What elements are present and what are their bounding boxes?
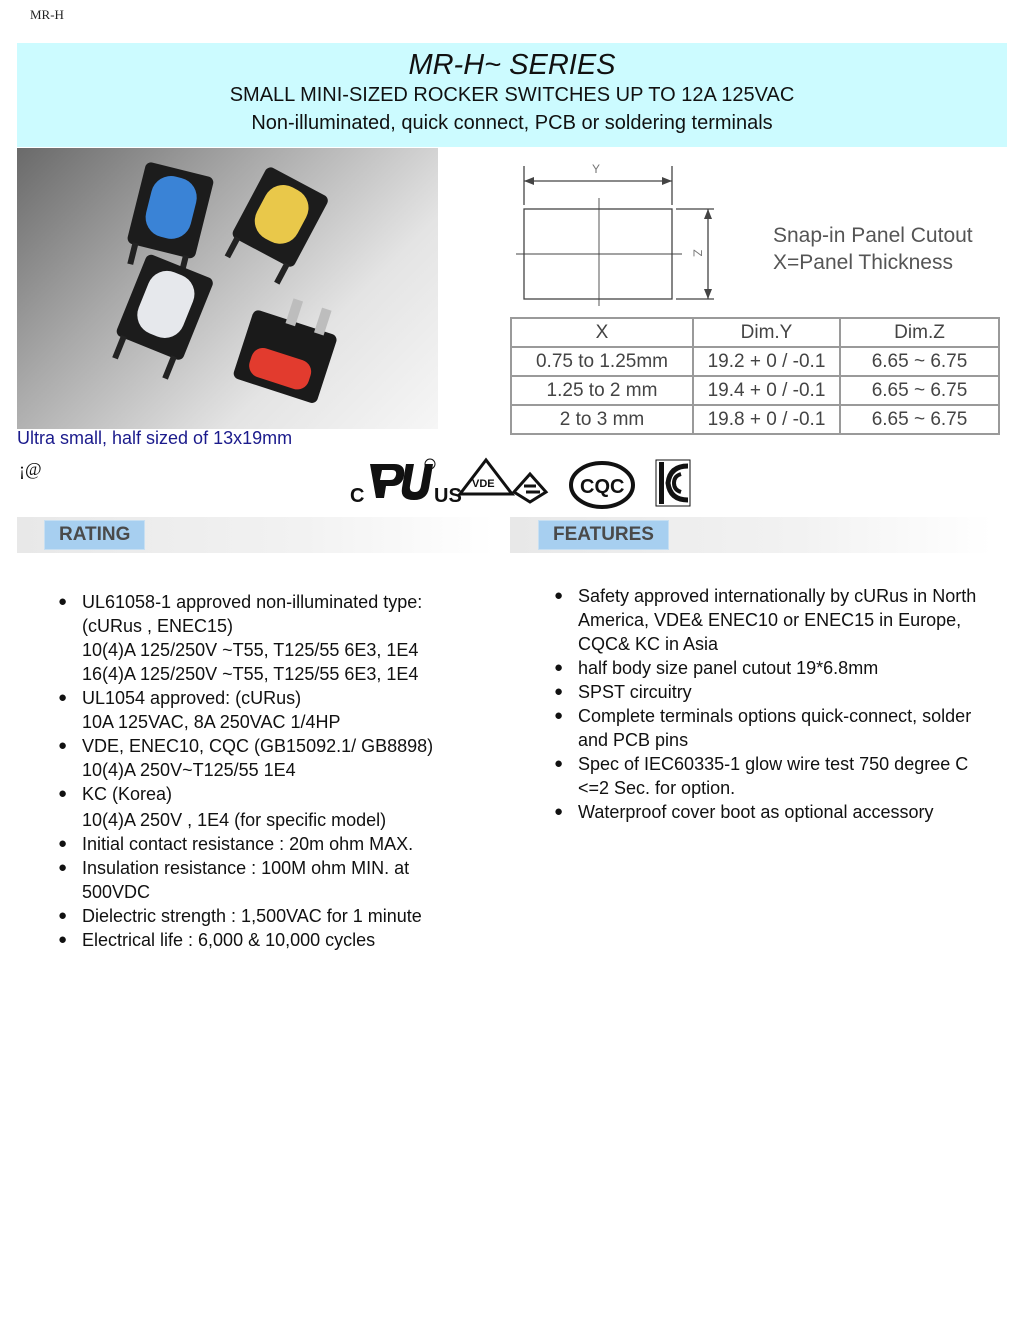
rating-section-bar (17, 517, 495, 553)
cqc-mark-text: CQC (580, 476, 625, 498)
table-cell: 19.4 + 0 / -0.1 (693, 376, 840, 405)
rating-sub: 10A 125VAC, 8A 250VAC 1/4HP (82, 712, 341, 732)
table-cell: 19.8 + 0 / -0.1 (693, 405, 840, 434)
table-cell: 1.25 to 2 mm (511, 376, 693, 405)
table-cell: 6.65 ~ 6.75 (840, 405, 999, 434)
table-cell: 6.65 ~ 6.75 (840, 376, 999, 405)
curus-c-letter: C (350, 485, 365, 507)
rating-sub: 10(4)A 250V~T125/55 1E4 (82, 760, 296, 780)
feature-text: Spec of IEC60335-1 glow wire test 750 degree C <=2 Sec. for option. (578, 754, 969, 798)
feature-text: SPST circuitry (578, 682, 692, 702)
rating-text: Electrical life : 6,000 & 10,000 cycles (82, 930, 376, 950)
table-row (511, 376, 999, 405)
curus-logo (350, 459, 462, 507)
certification-marks (348, 456, 698, 510)
kc-logo (656, 460, 690, 519)
list-item: ● UL1054 approved: (cURus) 10A 125VAC, 8A 250VAC 1/4HP (58, 686, 488, 734)
table-cell: 6.65 ~ 6.75 (840, 347, 999, 376)
list-item: ● KC (Korea) 10(4)A 250V , 1E4 (for specific model) (58, 782, 488, 832)
rating-text: KC (Korea) (82, 784, 173, 804)
panel-cutout-diagram (510, 160, 1000, 310)
cutout-label-2: X=Panel Thickness (773, 251, 953, 274)
rating-text: VDE, ENEC10, CQC (GB15092.1/ GB8898) (82, 736, 434, 756)
list-item: ● half body size panel cutout 19*6.8mm (554, 658, 879, 678)
curus-us-letters: US (434, 485, 462, 507)
dimension-table (510, 317, 1000, 435)
table-header-row (511, 318, 999, 347)
feature-text: Waterproof cover boot as optional accessory (578, 802, 934, 822)
series-title: MR-H~ SERIES (408, 49, 616, 81)
rating-text: Insulation resistance : 100M ohm MIN. at (82, 858, 410, 878)
table-header: Dim.Z (840, 318, 999, 347)
enec-logo (514, 474, 546, 502)
list-item: ● SPST circuitry (554, 682, 692, 702)
table-cell: 19.2 + 0 / -0.1 (693, 347, 840, 376)
cqc-logo (571, 463, 633, 507)
rating-text: UL1054 approved: (cURus) (82, 688, 302, 708)
product-photo (17, 148, 438, 429)
table-header: X (511, 318, 693, 347)
cutout-label-1: Snap-in Panel Cutout (773, 224, 973, 247)
dim-z-label: Z (690, 249, 705, 257)
table-cell: 2 to 3 mm (511, 405, 693, 434)
table-row (511, 405, 999, 434)
list-item: ● Safety approved internationally by cURus in North America, VDE& ENEC10 or ENEC15 in Europe, CQC& KC in Asia (554, 586, 977, 654)
list-item: ● Spec of IEC60335-1 glow wire test 750 degree C <=2 Sec. for option. (554, 754, 969, 798)
list-item: ● Insulation resistance : 100M ohm MIN. at 500VDC (58, 856, 488, 904)
photo-caption: Ultra small, half sized of 13x19mm (17, 428, 293, 448)
feature-text: Complete terminals options quick-connect, solder and PCB pins (578, 706, 972, 750)
rating-text: Initial contact resistance : 20m ohm MAX. (82, 834, 414, 854)
list-item: ● VDE, ENEC10, CQC (GB15092.1/ GB8898) 10(4)A 250V~T125/55 1E4 (58, 734, 488, 782)
list-item: ● Electrical life : 6,000 & 10,000 cycles (58, 930, 376, 950)
table-cell: 0.75 to 1.25mm (511, 347, 693, 376)
rating-text: Dielectric strength : 1,500VAC for 1 minute (82, 906, 422, 926)
feature-text: Safety approved internationally by cURus in North America, VDE& ENEC10 or ENEC15 in Europe, CQC& KC in Asia (578, 586, 977, 654)
dim-y-label: Y (592, 162, 601, 176)
rocker-switches-illustration (17, 148, 438, 429)
list-item: ● Complete terminals options quick-connect, solder and PCB pins (554, 706, 972, 750)
vde-mark-text: VDE (472, 478, 495, 490)
table-row (511, 347, 999, 376)
approval-logos (348, 456, 698, 510)
rating-list (58, 590, 488, 952)
series-description: Non-illuminated, quick connect, PCB or soldering terminals (251, 112, 773, 134)
series-subtitle: SMALL MINI-SIZED ROCKER SWITCHES UP TO 12A 125VAC (229, 84, 795, 106)
rating-sub: 10(4)A 125/250V ~T55, T125/55 6E3, 1E4 (82, 640, 419, 660)
series-header (17, 43, 1007, 147)
features-section-bar (510, 517, 992, 553)
page-id: MR-H (30, 7, 64, 22)
rating-label: RATING (44, 520, 145, 550)
features-list (554, 584, 994, 824)
vde-logo (460, 460, 512, 494)
list-item: ● Initial contact resistance : 20m ohm MAX. (58, 834, 414, 854)
rating-sub: 10(4)A 250V , 1E4 (for specific model) (82, 810, 387, 830)
rating-sub: 500VDC (82, 882, 151, 902)
rating-text: UL61058-1 approved non-illuminated type: (82, 592, 423, 612)
rating-sub: 16(4)A 125/250V ~T55, T125/55 6E3, 1E4 (82, 664, 419, 684)
list-item: ● UL61058-1 approved non-illuminated type: (cURus , ENEC15) 10(4)A 125/250V ~T55, T125/55 6E3, 1E4 16(4)A 125/250V ~T55, T125/55 6E3, 1E4 (58, 590, 488, 686)
list-item: ● Waterproof cover boot as optional accessory (554, 802, 934, 822)
feature-text: half body size panel cutout 19*6.8mm (578, 658, 879, 678)
features-label: FEATURES (538, 520, 669, 550)
list-item: ● Dielectric strength : 1,500VAC for 1 minute (58, 906, 422, 926)
rating-sub: (cURus , ENEC15) (82, 616, 234, 636)
stray-text: ¡@ (19, 459, 42, 479)
table-header: Dim.Y (693, 318, 840, 347)
